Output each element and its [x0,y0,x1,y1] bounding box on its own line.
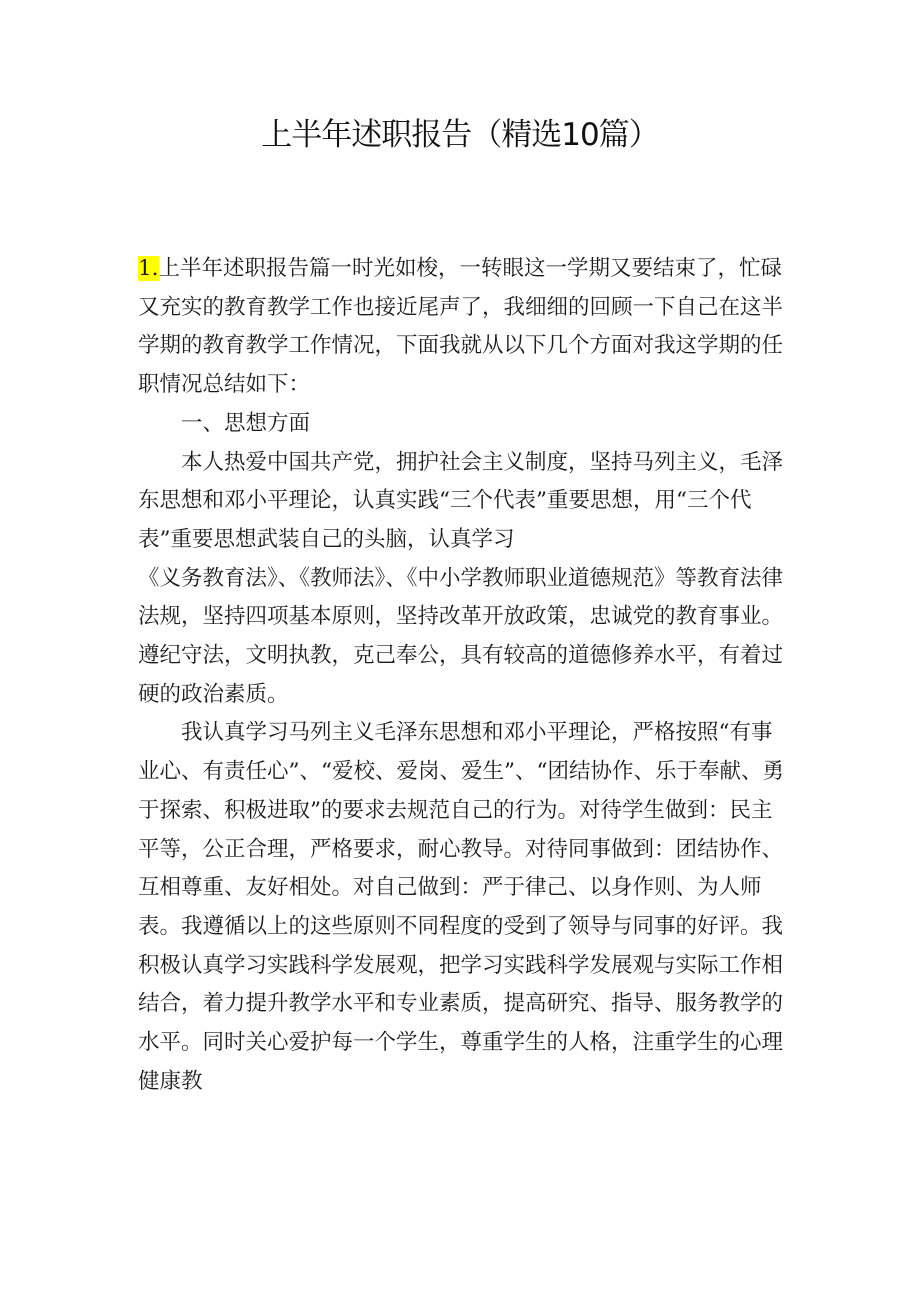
intro-paragraph [138,250,788,405]
item-number-highlight: 1. [138,256,159,281]
paragraph-ideology-part2: 《义务教育法》、《教师法》、《中小学教师职业道德规范》等教育法律法规，坚持四项基本原则，坚持改革开放政策，忠诚党的教育事业。遵纪守法，文明执教，克己奉公，具有较高的道德修养水平，有着过硬的政治素质。 [138,565,784,707]
paragraph-ideology-part1: 本人热爱中国共产党，拥护社会主义制度，坚持马列主义，毛泽东思想和邓小平理论，认真实践“三个代表”重要思想，用“三个代表”重要思想武装自己的头脑，认真学习 [138,449,784,552]
intro-text: 上半年述职报告篇一时光如梭，一转眼这一学期又要结束了，忙碌又充实的教育教学工作也接近尾声了，我细细的回顾一下自己在这半学期的教育教学工作情况，下面我就从以下几个方面对我这学期的任职情况总结如下： [138,256,784,398]
paragraph-conduct: 我认真学习马列主义毛泽东思想和邓小平理论，严格按照“有事业心、有责任心”、“爱校、爱岗、爱生”、“团结协作、乐于奉献、勇于探索、积极进取”的要求去规范自己的行为。对待学生做到：民主平等，公正合理，严格要求，耐心教导。对待同事做到：团结协作、互相尊重、友好相处。对自己做到：严于律己、以身作则、为人师表。我遵循以上的这些原则不同程度的受到了领导与同事的好评。我积极认真学习实践科学发展观，把学习实践科学发展观与实际工作相结合，着力提升教学水平和专业素质，提高研究、指导、服务教学的水平。同时关心爱护每一个学生，尊重学生的人格，注重学生的心理健康教 [138,720,784,1094]
document-body [138,250,788,1101]
document-title: 上半年述职报告（精选10篇） [261,117,659,153]
section-heading: 一、思想方面 [181,410,311,436]
